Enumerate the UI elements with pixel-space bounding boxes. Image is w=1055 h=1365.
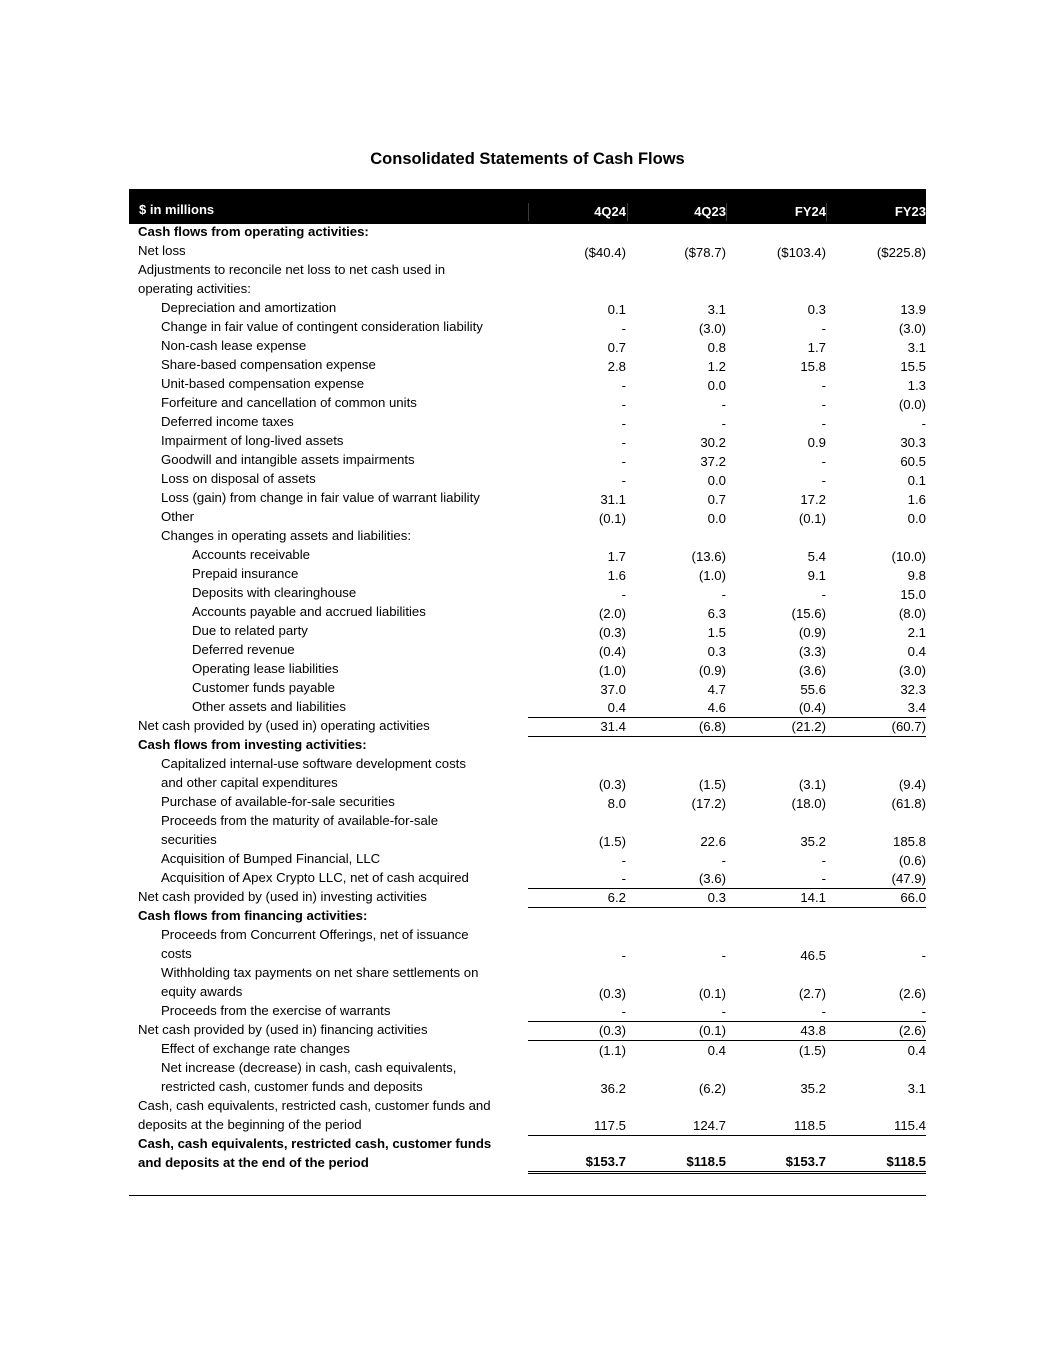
cell-fy24: 35.2 (800, 834, 826, 849)
row-label: Deferred income taxes (161, 414, 294, 429)
cell-fy23: 15.0 (900, 587, 926, 602)
cell-fy23: (2.6) (898, 986, 926, 1001)
cell-fy23: 0.4 (907, 644, 926, 659)
cell-fy23: (10.0) (891, 549, 926, 564)
cell-fy24: $153.7 (726, 1153, 826, 1174)
cell-fy23: 9.8 (907, 568, 926, 583)
cell-4q23: (0.1) (698, 986, 726, 1001)
cell-4q23: 0.0 (707, 378, 726, 393)
cell-4q23: (17.2) (691, 796, 726, 811)
cell-fy23 (826, 926, 926, 927)
cell-fy23: (9.4) (898, 777, 926, 792)
cell-4q23: - (721, 948, 726, 963)
cell-fy23: (60.7) (826, 718, 926, 737)
table-header (129, 189, 926, 224)
cell-4q24: 37.0 (600, 682, 626, 697)
cell-fy23: $118.5 (826, 1153, 926, 1174)
row-label: Other (161, 509, 194, 524)
cell-fy24: 14.1 (726, 889, 826, 908)
cell-4q23: (6.2) (698, 1081, 726, 1096)
row-label: Net cash provided by (used in) operating activities (138, 718, 430, 733)
cell-4q24: - (621, 378, 626, 393)
cell-4q23 (627, 755, 726, 756)
cell-4q24: (0.3) (598, 986, 626, 1001)
units-label: $ in millions (139, 202, 215, 217)
cell-fy23: 0.1 (907, 473, 926, 488)
bottom-rule (129, 1195, 926, 1196)
cell-4q24: (1.5) (598, 834, 626, 849)
cell-4q23: - (721, 587, 726, 602)
cell-4q24: (2.0) (598, 606, 626, 621)
cell-4q23: - (627, 1003, 726, 1022)
cell-4q24: - (528, 870, 627, 889)
row-label: Cash flows from investing activities: (138, 737, 367, 752)
cell-fy23: 15.5 (900, 359, 926, 374)
cell-4q24: - (621, 435, 626, 450)
cell-fy24: 43.8 (726, 1022, 826, 1041)
cell-fy24: 118.5 (726, 1117, 826, 1136)
cell-fy24: ($103.4) (776, 245, 826, 260)
row-label: Net loss (138, 243, 186, 258)
cell-fy23: (8.0) (898, 606, 926, 621)
cell-fy23: (61.8) (891, 796, 926, 811)
cell-fy23 (826, 242, 926, 243)
cell-4q23: (13.6) (691, 549, 726, 564)
cell-4q24: - (621, 454, 626, 469)
row-label: Net cash provided by (used in) financing activities (138, 1022, 428, 1037)
cell-fy24: - (821, 454, 826, 469)
cell-fy24 (726, 546, 826, 547)
cell-fy24: (3.6) (798, 663, 826, 678)
row-label: Unit-based compensation expense (161, 376, 365, 391)
cell-4q24: (1.1) (598, 1043, 626, 1058)
cell-4q23 (627, 926, 726, 927)
cell-4q24: (0.1) (598, 511, 626, 526)
cell-4q23: 6.3 (707, 606, 726, 621)
cell-4q24: - (621, 948, 626, 963)
cell-fy24: 17.2 (800, 492, 826, 507)
cell-fy23: 0.0 (907, 511, 926, 526)
cell-4q23: 0.3 (707, 644, 726, 659)
cell-fy24: (0.9) (798, 625, 826, 640)
cell-fy24 (726, 299, 826, 300)
row-label: Impairment of long-lived assets (161, 433, 344, 448)
cell-4q24: 1.7 (607, 549, 626, 564)
cell-fy24: - (726, 1003, 826, 1022)
col-header-4q24: 4Q24 (528, 203, 627, 221)
cell-4q24: 31.4 (528, 718, 627, 737)
row-label: Depreciation and amortization (161, 300, 337, 315)
table-row (129, 1136, 926, 1174)
cell-fy24: 15.8 (800, 359, 826, 374)
cell-fy24: 9.1 (807, 568, 826, 583)
cell-fy23: (0.0) (898, 397, 926, 412)
cell-4q23 (627, 546, 726, 547)
cell-4q24: - (528, 1003, 627, 1022)
cell-4q23: 0.3 (627, 889, 726, 908)
cell-fy23 (826, 755, 926, 756)
cell-4q24: 31.1 (600, 492, 626, 507)
cell-4q23 (627, 242, 726, 243)
cell-fy24: - (821, 473, 826, 488)
cell-4q23: 3.1 (707, 302, 726, 317)
cell-4q23: $118.5 (627, 1153, 726, 1174)
table-row (129, 1098, 926, 1136)
cell-4q23: 0.0 (707, 511, 726, 526)
cell-fy23: 60.5 (900, 454, 926, 469)
cell-4q23: - (721, 397, 726, 412)
table-row (129, 927, 926, 965)
col-header-fy24: FY24 (726, 203, 826, 221)
cell-fy24: (3.3) (798, 644, 826, 659)
cell-4q24: - (621, 321, 626, 336)
cell-fy24: 46.5 (800, 948, 826, 963)
row-label: Due to related party (192, 623, 308, 638)
cell-fy24: (18.0) (791, 796, 826, 811)
row-label: Withholding tax payments on net share settlements on equity awards (161, 965, 479, 999)
cell-4q24: - (621, 416, 626, 431)
cell-4q24: 36.2 (600, 1081, 626, 1096)
table-row (129, 965, 926, 1003)
cash-flow-table (129, 189, 926, 1174)
cell-fy23: (0.6) (898, 853, 926, 868)
row-label: Purchase of available-for-sale securities (161, 794, 395, 809)
cell-fy24: 35.2 (800, 1081, 826, 1096)
cell-fy23: 1.3 (907, 378, 926, 393)
cell-4q23: 30.2 (700, 435, 726, 450)
row-label: Forfeiture and cancellation of common units (161, 395, 417, 410)
row-label: Adjustments to reconcile net loss to net cash used in operating activities: (138, 262, 446, 296)
cell-4q23: - (721, 853, 726, 868)
cell-fy23: 2.1 (907, 625, 926, 640)
cell-fy24: (1.5) (798, 1043, 826, 1058)
cell-4q23: (3.6) (627, 870, 726, 889)
cell-4q24: (0.3) (598, 777, 626, 792)
cell-fy24: (2.7) (798, 986, 826, 1001)
cell-fy23: 66.0 (826, 889, 926, 908)
cell-fy23: 30.3 (900, 435, 926, 450)
row-label: Loss on disposal of assets (161, 471, 316, 486)
cell-4q24: 117.5 (528, 1117, 627, 1136)
cell-4q24 (528, 299, 627, 300)
row-label: Prepaid insurance (192, 566, 299, 581)
row-label: Non-cash lease expense (161, 338, 307, 353)
cell-4q24: 8.0 (607, 796, 626, 811)
row-label: Cash, cash equivalents, restricted cash, customer funds and deposits at the end of the period (138, 1136, 492, 1170)
row-label: Proceeds from Concurrent Offerings, net of issuance costs (161, 927, 469, 961)
row-label: Net increase (decrease) in cash, cash equivalents, restricted cash, customer funds and deposits (161, 1060, 457, 1094)
table-row (129, 813, 926, 851)
row-label: Cash flows from operating activities: (138, 224, 369, 239)
cell-4q23 (627, 299, 726, 300)
cell-fy24: (0.4) (726, 699, 826, 718)
row-label: Accounts receivable (192, 547, 311, 562)
cell-fy23: 3.1 (907, 340, 926, 355)
cell-4q24: (0.4) (598, 644, 626, 659)
cell-4q24: 0.1 (607, 302, 626, 317)
cell-fy23: (47.9) (826, 870, 926, 889)
cell-4q23: (1.5) (698, 777, 726, 792)
col-header-4q23: 4Q23 (627, 203, 726, 221)
cell-4q24: - (621, 587, 626, 602)
cell-4q24: - (621, 853, 626, 868)
cell-4q24: - (621, 397, 626, 412)
cell-4q24: 0.7 (607, 340, 626, 355)
cell-4q24: (1.0) (598, 663, 626, 678)
table-body (129, 224, 926, 1174)
cell-fy24: 0.3 (807, 302, 826, 317)
cell-4q24 (528, 755, 627, 756)
cell-fy23: (3.0) (898, 663, 926, 678)
cell-fy23: 13.9 (900, 302, 926, 317)
cell-fy23: ($225.8) (876, 245, 926, 260)
row-label: Changes in operating assets and liabilities: (161, 528, 411, 543)
cell-fy23: 32.3 (900, 682, 926, 697)
cell-4q23: 4.7 (707, 682, 726, 697)
row-label: Acquisition of Bumped Financial, LLC (161, 851, 381, 866)
row-label: Other assets and liabilities (192, 699, 346, 714)
cell-4q23: 0.4 (707, 1043, 726, 1058)
cell-4q23: 22.6 (700, 834, 726, 849)
cell-4q23: 124.7 (627, 1117, 726, 1136)
cell-fy23: - (921, 948, 926, 963)
cell-4q24: 6.2 (528, 889, 627, 908)
row-label: Deposits with clearinghouse (192, 585, 357, 600)
row-label: Customer funds payable (192, 680, 335, 695)
table-row (129, 1060, 926, 1098)
cell-fy24: - (821, 587, 826, 602)
cell-4q23: 0.8 (707, 340, 726, 355)
cell-4q24 (528, 546, 627, 547)
cell-4q24: - (621, 473, 626, 488)
cell-4q23: (0.9) (698, 663, 726, 678)
cell-4q24: (0.3) (528, 1022, 627, 1041)
cell-4q23: 1.2 (707, 359, 726, 374)
row-label: Deferred revenue (192, 642, 295, 657)
row-label: Operating lease liabilities (192, 661, 339, 676)
cell-4q23: (3.0) (698, 321, 726, 336)
cell-4q23: 1.5 (707, 625, 726, 640)
row-label: Proceeds from the exercise of warrants (161, 1003, 391, 1018)
row-label: Effect of exchange rate changes (161, 1041, 350, 1056)
cell-4q23: (0.1) (627, 1022, 726, 1041)
cell-fy23: 185.8 (892, 834, 926, 849)
row-label: Acquisition of Apex Crypto LLC, net of cash acquired (161, 870, 469, 885)
cell-fy24: (3.1) (798, 777, 826, 792)
cell-4q23: (6.8) (627, 718, 726, 737)
cell-fy23: - (921, 416, 926, 431)
cell-fy24: 55.6 (800, 682, 826, 697)
cell-fy24: (21.2) (726, 718, 826, 737)
row-label: Goodwill and intangible assets impairments (161, 452, 415, 467)
statement-title: Consolidated Statements of Cash Flows (370, 150, 685, 168)
cell-fy24: 5.4 (807, 549, 826, 564)
cell-4q23: 37.2 (700, 454, 726, 469)
cell-fy23: 1.6 (907, 492, 926, 507)
cell-4q23: ($78.7) (684, 245, 726, 260)
cell-4q24: 0.4 (528, 699, 627, 718)
row-label: Change in fair value of contingent consideration liability (161, 319, 483, 334)
cell-4q24: (0.3) (598, 625, 626, 640)
cell-fy24 (726, 926, 826, 927)
cell-fy24: (15.6) (791, 606, 826, 621)
table-row (129, 756, 926, 794)
cell-fy23: 3.1 (907, 1081, 926, 1096)
row-label: Net cash provided by (used in) investing activities (138, 889, 427, 904)
cell-fy23: (3.0) (898, 321, 926, 336)
row-label: Cash, cash equivalents, restricted cash, customer funds and deposits at the beginning of the period (138, 1098, 491, 1132)
row-label: Share-based compensation expense (161, 357, 376, 372)
col-header-fy23: FY23 (826, 203, 926, 221)
cell-4q24: $153.7 (528, 1153, 627, 1174)
cell-fy24: - (821, 378, 826, 393)
cell-4q23: - (721, 416, 726, 431)
row-label: Proceeds from the maturity of available-for-sale securities (161, 813, 439, 847)
cell-4q23: 0.0 (707, 473, 726, 488)
cell-fy23: 0.4 (907, 1043, 926, 1058)
cell-fy24: 0.9 (807, 435, 826, 450)
cell-4q23: (1.0) (698, 568, 726, 583)
row-label: Cash flows from financing activities: (138, 908, 368, 923)
cell-4q24 (528, 242, 627, 243)
cell-4q23: 4.6 (627, 699, 726, 718)
cell-4q24: 2.8 (607, 359, 626, 374)
cell-fy24 (726, 755, 826, 756)
cell-fy24: - (821, 853, 826, 868)
cell-4q24: 1.6 (607, 568, 626, 583)
cell-fy24 (726, 242, 826, 243)
cell-fy24: - (821, 397, 826, 412)
cell-4q24: ($40.4) (584, 245, 626, 260)
row-label: Accounts payable and accrued liabilities (192, 604, 426, 619)
cell-fy24: - (821, 416, 826, 431)
cell-fy23: - (826, 1003, 926, 1022)
table-row (129, 262, 926, 300)
row-label: Loss (gain) from change in fair value of warrant liability (161, 490, 480, 505)
cell-4q24 (528, 926, 627, 927)
cell-fy24: 1.7 (807, 340, 826, 355)
cell-4q23: 0.7 (707, 492, 726, 507)
cell-fy23: 115.4 (826, 1117, 926, 1136)
cell-fy23: 3.4 (826, 699, 926, 718)
cell-fy24: - (821, 321, 826, 336)
cell-fy24: - (726, 870, 826, 889)
cell-fy24: (0.1) (798, 511, 826, 526)
cell-fy23 (826, 299, 926, 300)
cell-fy23: (2.6) (826, 1022, 926, 1041)
cell-fy23 (826, 546, 926, 547)
row-label: Capitalized internal-use software development costs and other capital expenditures (161, 756, 466, 790)
